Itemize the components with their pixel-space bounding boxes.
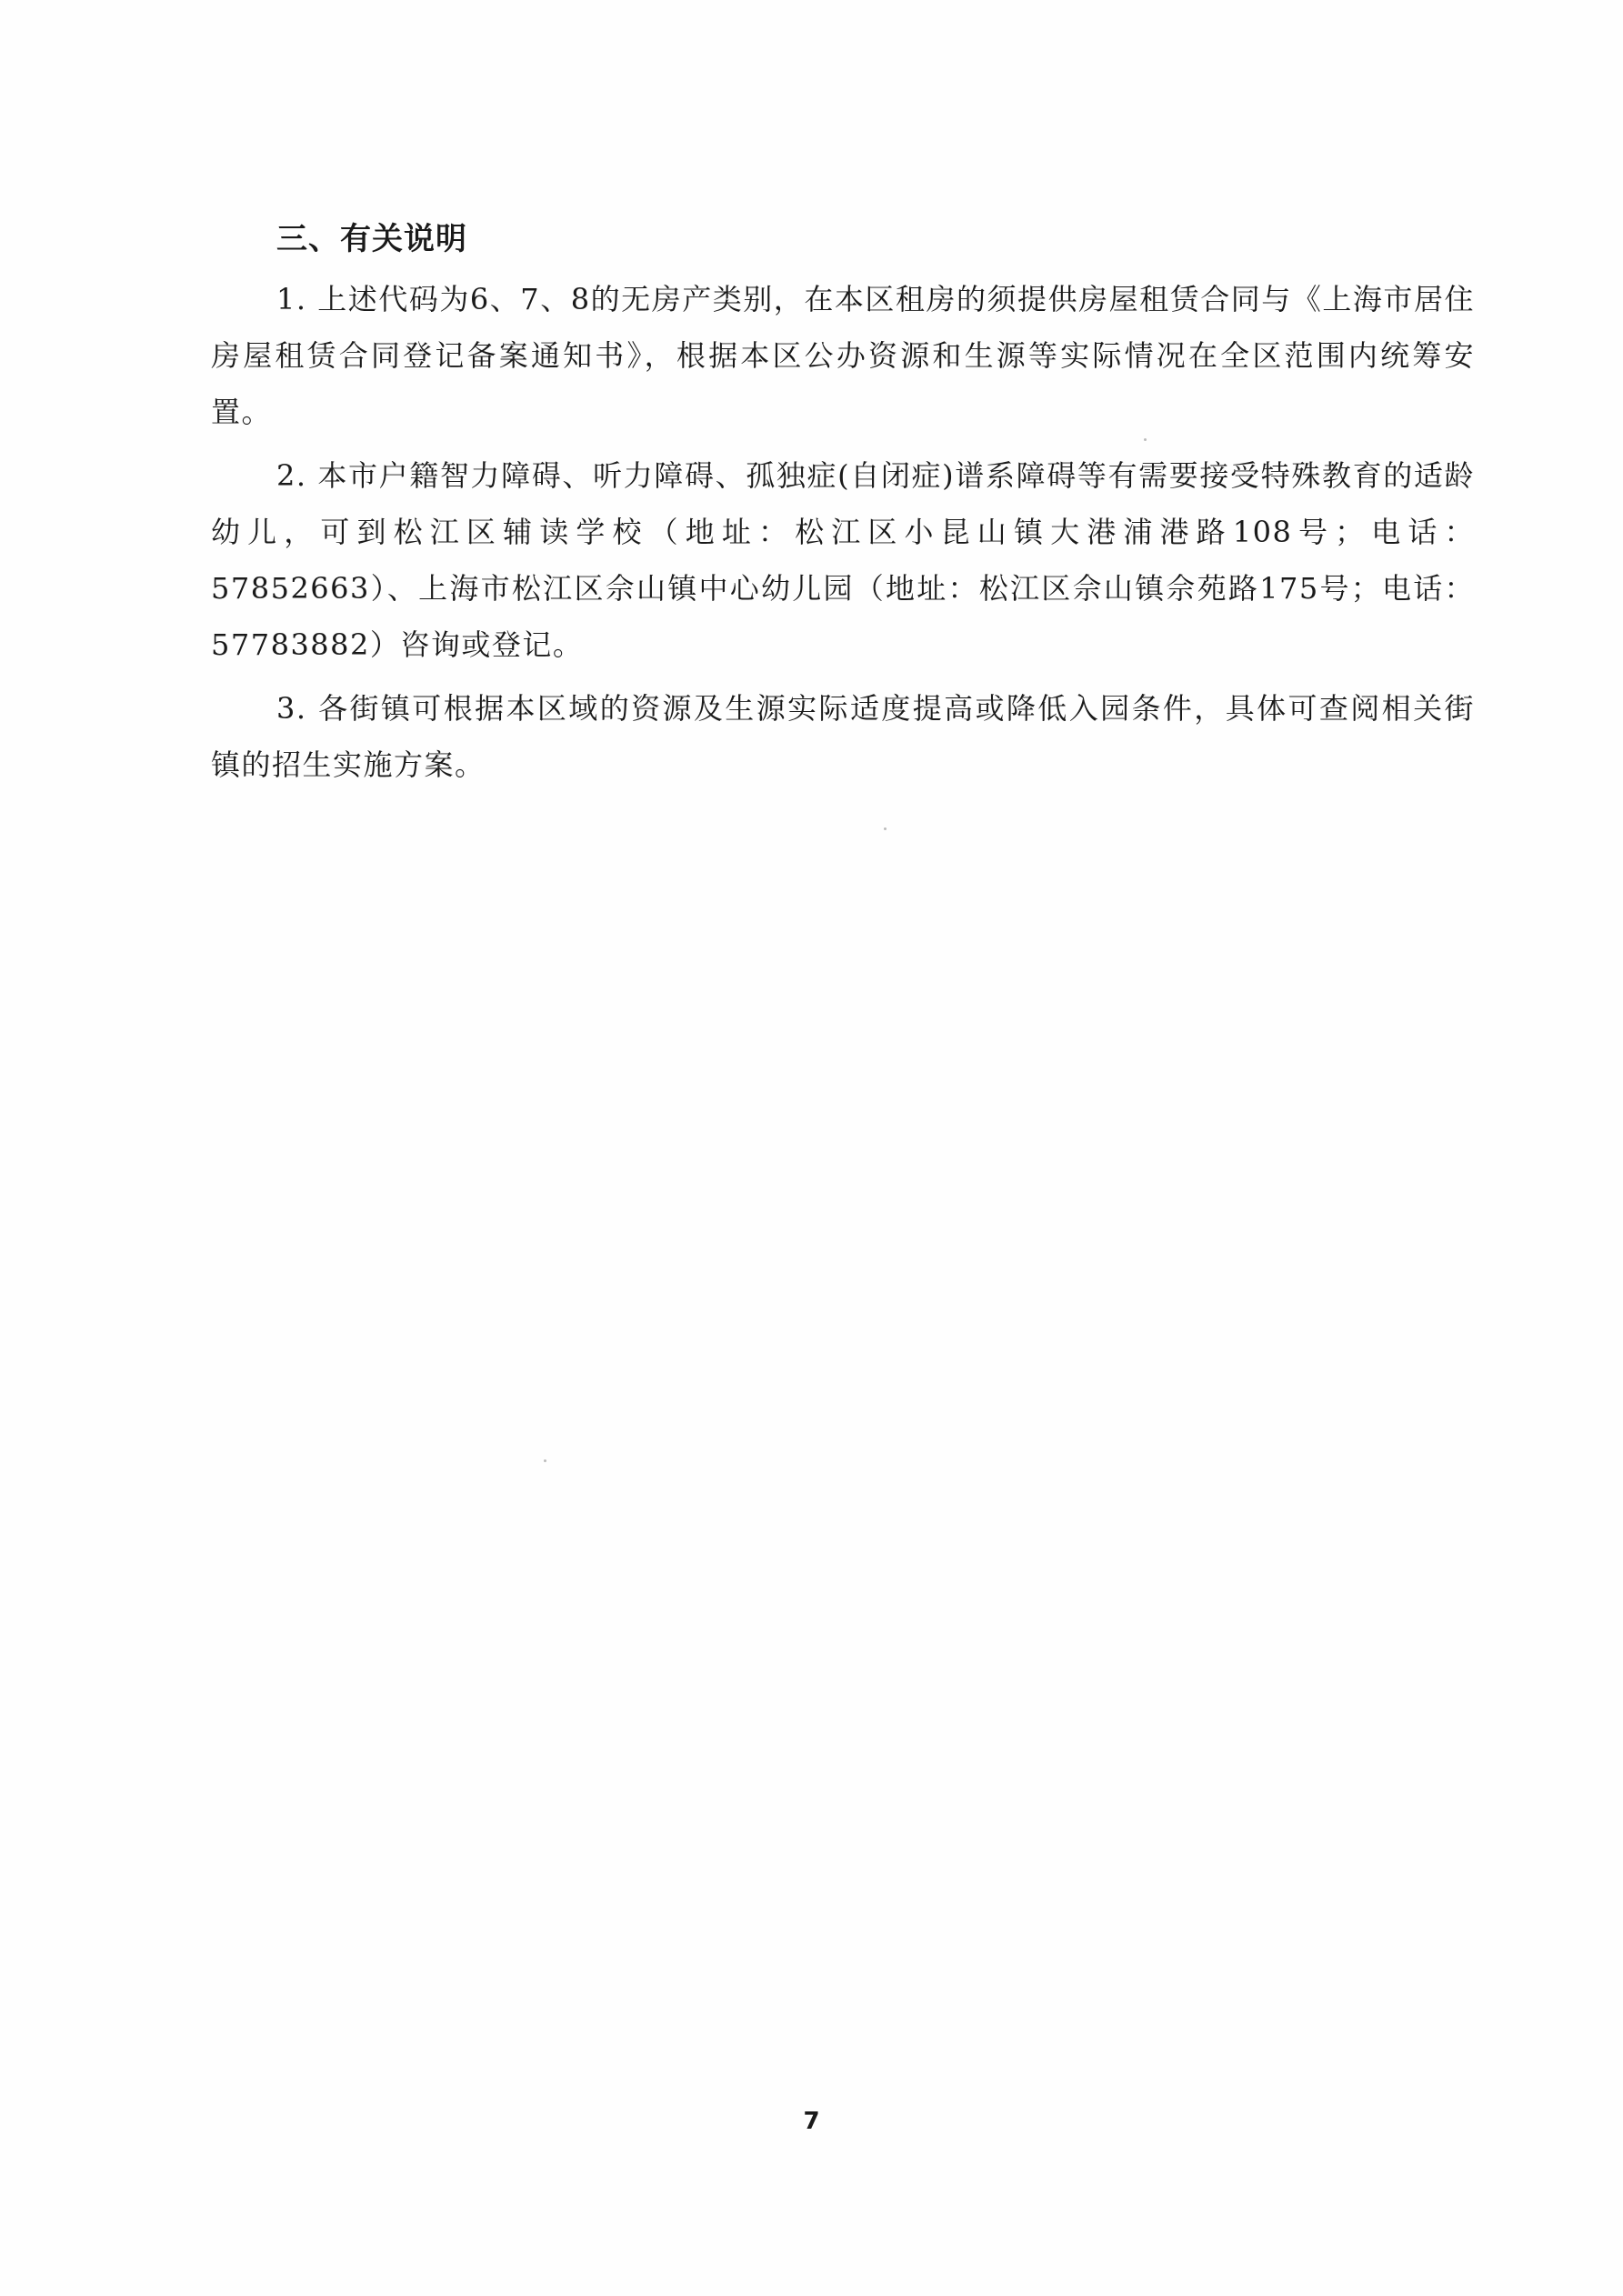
scan-speck	[1144, 438, 1147, 441]
paragraph-1: 1. 上述代码为6、7、8的无房产类别，在本区租房的须提供房屋租赁合同与《上海市居住房屋租赁合同登记备案通知书》，根据本区公办资源和生源等实际情况在全区范围内统筹安置。	[211, 282, 1475, 429]
document-body	[211, 216, 1475, 800]
scan-speck	[544, 1459, 546, 1462]
section-heading: 三、有关说明	[276, 221, 467, 257]
scan-speck	[884, 827, 887, 830]
paragraph-2: 2. 本市户籍智力障碍、听力障碍、孤独症(自闭症)谱系障碍等有需要接受特殊教育的适龄幼儿，可到松江区辅读学校（地址：松江区小昆山镇大港浦港路108号；电话：57852663）、上海市松江区佘山镇中心幼儿园（地址：松江区佘山镇佘苑路175号；电话：57783882）咨询或登记。	[211, 458, 1475, 662]
paragraph-3: 3. 各街镇可根据本区域的资源及生源实际适度提高或降低入园条件，具体可查阅相关街镇的招生实施方案。	[211, 691, 1475, 782]
page-number: 7	[803, 2108, 820, 2135]
